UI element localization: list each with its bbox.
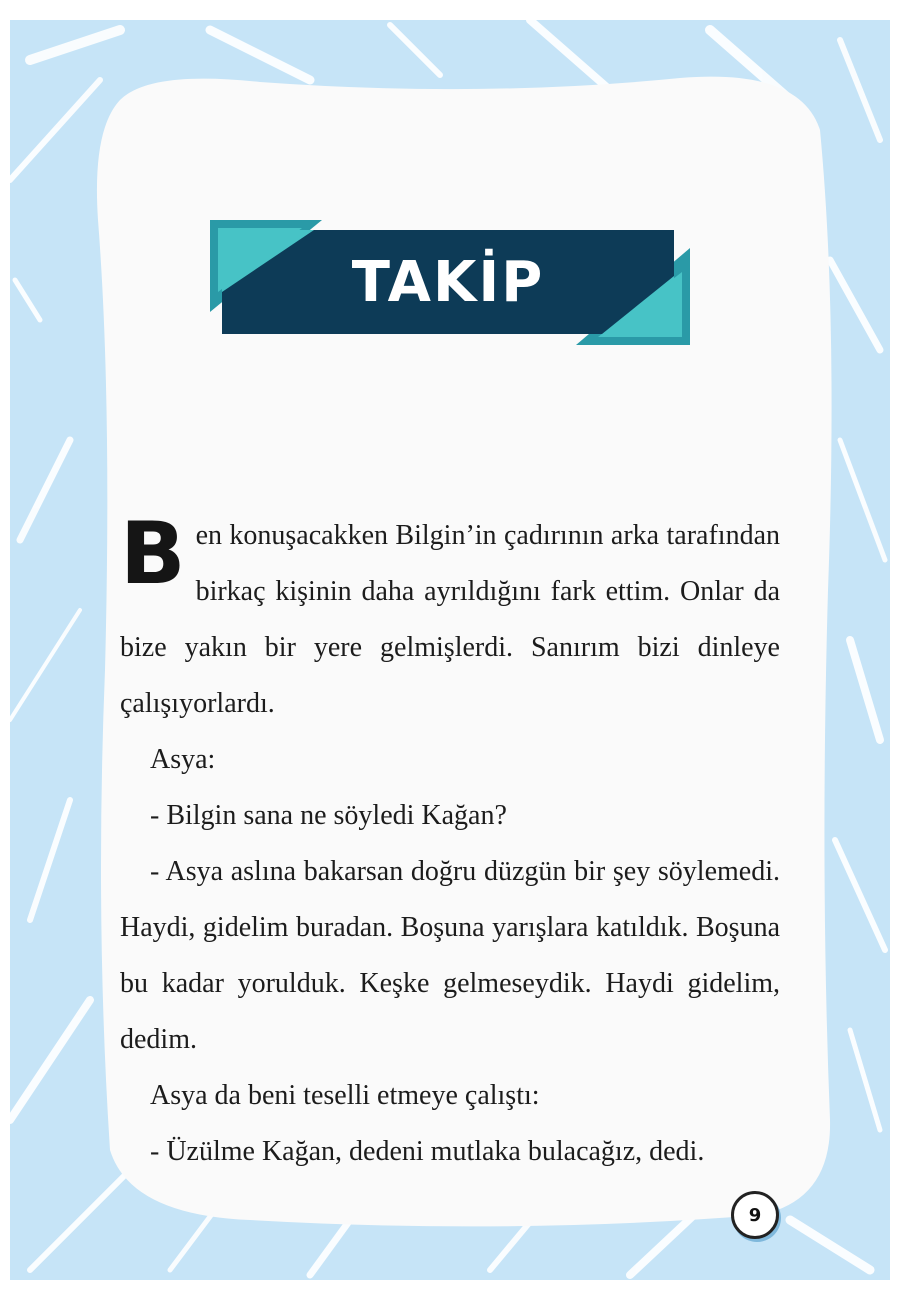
dropcap-letter: B <box>120 504 186 604</box>
chapter-title-banner <box>210 220 690 345</box>
first-paragraph-text: en konuşacakken Bilgin’in çadırının arka tarafından birkaç kişinin daha ayrıldığını fark ettim. Onlar da bize yakın bir yere gelmişlerdi. Sanırım bizi dinleye çalışıyorlardı. <box>120 520 780 719</box>
first-paragraph <box>120 504 780 732</box>
paragraph: Asya: <box>150 744 216 775</box>
paragraph: - Asya aslına bakarsan doğru düzgün bir şey söylemedi. Haydi, gidelim buradan. Boşuna yarışlara katıldık. Boşuna bu kadar yorulduk. Keşke gelmeseydik. Haydi gidelim, dedim. <box>120 856 780 1055</box>
paragraph: - Bilgin sana ne söyledi Kağan? <box>150 800 507 831</box>
page-number: 9 <box>731 1191 779 1239</box>
paragraph: - Üzülme Kağan, dedeni mutlaka bulacağız, dedi. <box>150 1136 705 1167</box>
paragraph: Asya da beni teselli etmeye çalıştı: <box>150 1080 540 1111</box>
story-text <box>120 504 780 1180</box>
chapter-title: TAKİP <box>351 249 545 315</box>
